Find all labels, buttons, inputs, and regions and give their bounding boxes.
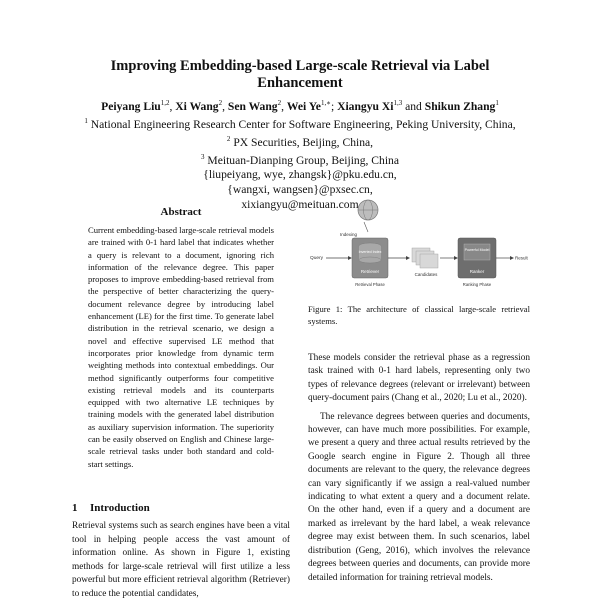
section-number: 1 [72, 502, 78, 514]
email-line: xixiangyu@meituan.com [241, 198, 359, 212]
author-name: Xi Wang [175, 99, 219, 113]
section-title: Introduction [90, 502, 150, 514]
web-globe-icon [358, 200, 378, 220]
author-sup: 1,2 [160, 99, 170, 107]
candidates-label: Candidates [414, 272, 438, 277]
author-block [0, 96, 600, 212]
author-name: Shikun Zhang [424, 99, 496, 113]
inverted-index-label: Inverted Index [358, 250, 382, 254]
title-line-1: Improving Embedding-based Large-scale Retrieval via Label [110, 58, 490, 74]
author-sup: 2 [277, 99, 282, 107]
retriever-label: Retriever [360, 269, 380, 274]
candidate-documents-icon [412, 248, 438, 268]
affiliation: $^2$ PX Securities, Beijing, China, [226, 134, 374, 149]
right-column-text [308, 352, 530, 585]
intro-paragraph: Retrieval systems such as search engines have been a vital tool in helping people access the vast amount of information online. As shown in Figure 1, existing methods for large-scale retrieval will first utilize a less powerful but more efficient retrieval algorithm (Retriever) to reduce the potential candidates, [72, 521, 290, 599]
paper-title [0, 58, 600, 92]
abstract-heading: Abstract [160, 206, 202, 218]
ranker-label: Ranker [469, 269, 485, 274]
figure-caption: Figure 1: The architecture of classical large-scale retrieval systems. [308, 304, 530, 327]
query-label: Query [310, 256, 324, 261]
title-line-2: Enhancement [257, 75, 343, 91]
author-name: Wei Ye [286, 99, 321, 113]
author-sup: 1,3 [393, 99, 403, 107]
result-label: Result [515, 255, 528, 261]
body-paragraph: These models consider the retrieval phase as a regression task trained with 0-1 hard labels, representing only two types of relevance degrees (relevant or irrelevant) between query-document pairs (Chang et al., 2020; Lu et al., 2020). [308, 353, 530, 404]
ranking-phase-label: Ranking Phase [462, 282, 492, 287]
affiliation: $^3$ Meituan-Dianping Group, Beijing, China [201, 152, 399, 167]
body-paragraph: The relevance degrees between queries and documents, however, can have much more possibilities. For example, we present a query and three actual results retrieved by the Google search engine in Figure 2. Though all three documents are relevant to the query, the relevance degrees can vary significantly if we assign a real-valued number indicating to what extent a query and a document relate. On the other hand, even if a query and a document are marked as irrelevant by the hard label, a weak relevance degree may exist between them. In such scenarios, label distribution (Geng, 2016), which involves the relevance degrees between queries and documents, can provide more detailed information for training retrieval models. [308, 411, 530, 583]
architecture-figure [308, 198, 530, 294]
affiliation: $^1$ National Engineering Research Center for Software Engineering, Peking University, China, [84, 116, 516, 131]
author-list: Peiyang Liu$^{1,2}$, Xi Wang$^2$, Sen Wang$^2$, Wei $Ye^{1,∗}$; Xiangyu Xi$^{1,3}$ and Shikun Zhang$^1$ [101, 99, 499, 113]
email-line: {wangxi, wangsen}@pxsec.cn, [227, 183, 373, 197]
author-sup: 1 [495, 99, 499, 107]
author-sup: 2 [218, 99, 223, 107]
email-line: {liupeiyang, wye, zhangsk}@pku.edu.cn, [203, 168, 397, 182]
indexing-label: Indexing [340, 232, 358, 237]
abstract-body: Current embedding-based large-scale retrieval models are trained with 0-1 hard label that indicates whether a query is relevant to a document, ignoring rich information of the relevance degree. This paper proposes to improve embedding-based retrieval from the perspective of better characterizing the query-document relevance degree by introducing label enhancement (LE) for the first time. To generate label distribution in the retrieval scenario, we design a novel and effective supervised LE method that incorporates prior knowledge from dynamic term weighting methods into contextual embeddings. Our method significantly outperforms four competitive existing retrieval models and its counterparts equipped with two alternative LE techniques by training models with the generated label distribution as auxiliary supervision information. The superiority can be easily observed on English and Chinese large-scale retrieval tasks under both standard and cold-start settings. [88, 225, 274, 469]
powerful-model-label: Powerful Model [464, 248, 490, 252]
author-name: Peiyang Liu [101, 99, 161, 113]
retrieval-phase-label: Retrieval Phase [355, 282, 385, 287]
author-name: Xiangyu Xi [337, 99, 394, 113]
section-heading [72, 502, 150, 514]
author-name: Sen Wang [227, 99, 278, 113]
author-sup: 1,∗ [320, 99, 331, 107]
